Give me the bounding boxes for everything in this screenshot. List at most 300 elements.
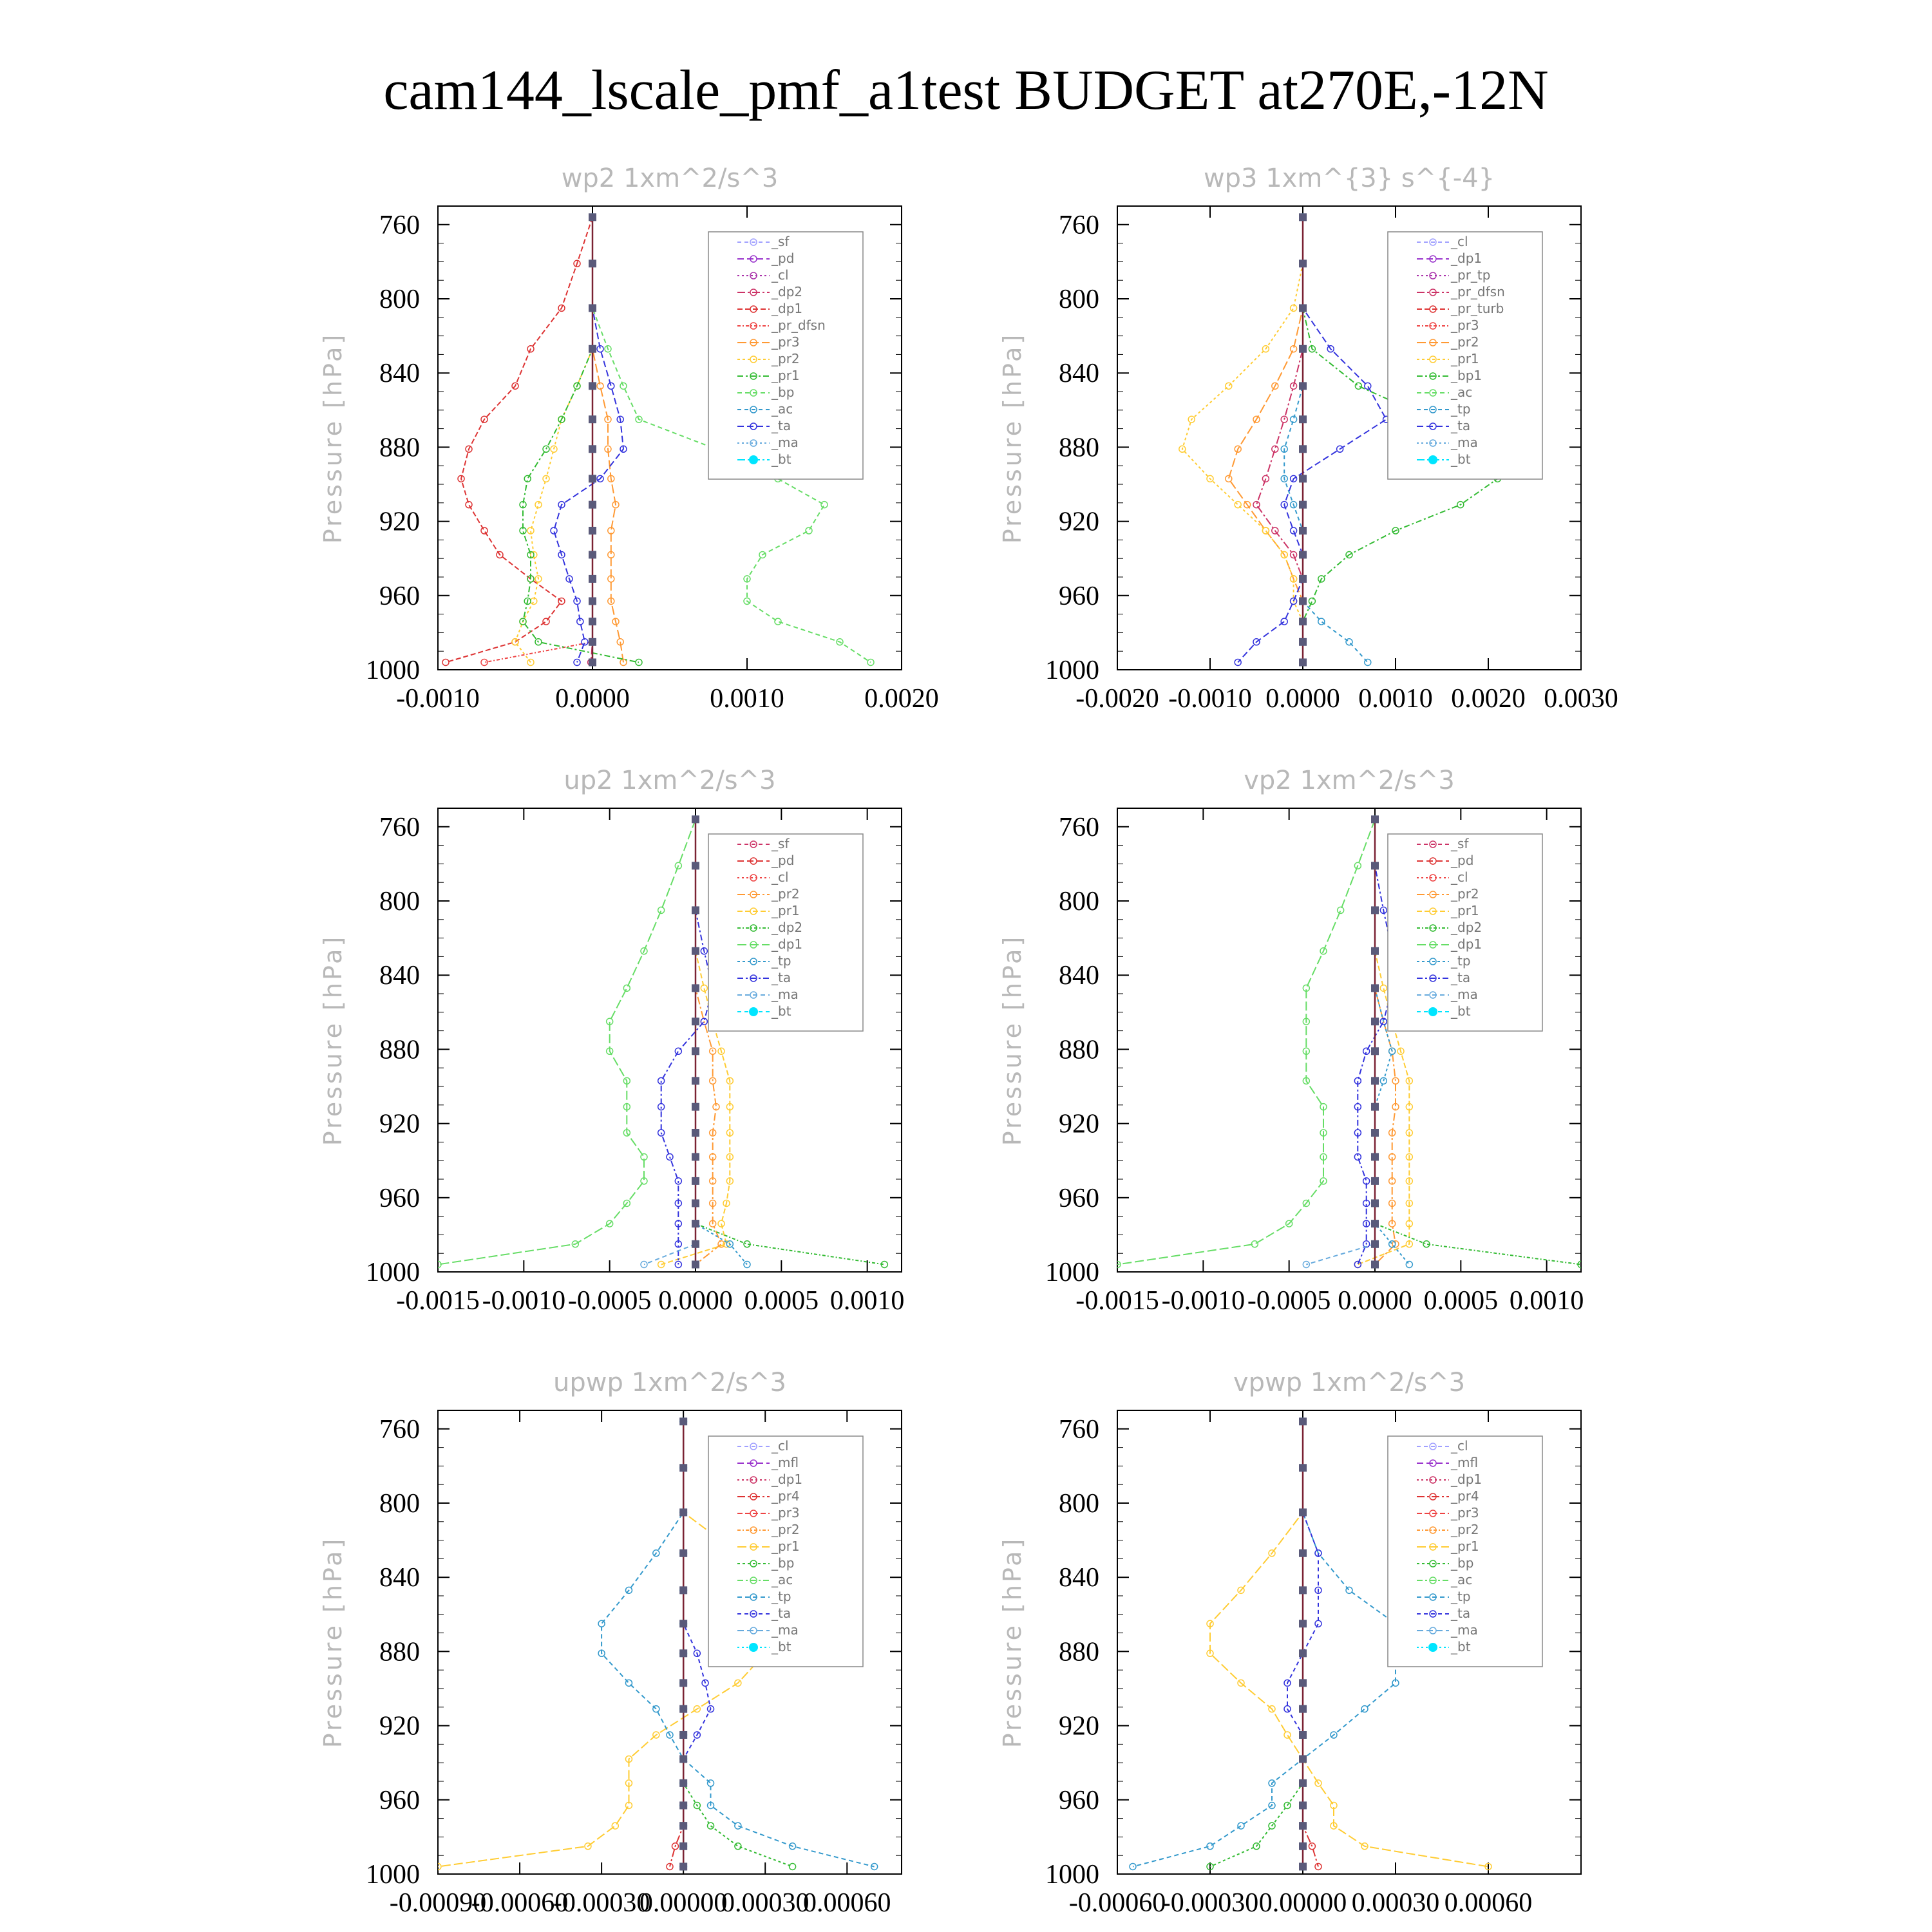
series-ta-point [1365, 383, 1371, 389]
legend-label: _pr2 [1451, 1522, 1479, 1537]
zero-marker [1299, 213, 1307, 221]
zero-marker [1299, 1801, 1307, 1809]
series-pr2-line [1229, 217, 1303, 662]
series-pr1-point [1262, 527, 1269, 534]
legend-label: _ta [1451, 1605, 1471, 1621]
series-ta-line [683, 1421, 710, 1866]
zero-marker [692, 815, 699, 823]
zero-marker [1299, 1549, 1307, 1557]
legend-label: _pr1 [1451, 903, 1479, 918]
zero-marker [1299, 1417, 1307, 1425]
zero-marker [589, 527, 596, 535]
zero-marker [1299, 1755, 1307, 1763]
zero-marker [589, 475, 596, 482]
series-pr-dfsn-point [1253, 502, 1260, 508]
legend-label: _pr1 [1451, 351, 1479, 366]
series-dp1-point [481, 527, 488, 534]
x-tick-label: 0.00060 [1444, 1888, 1533, 1918]
series-pr1-point [1226, 383, 1232, 389]
zero-marker [692, 906, 699, 914]
y-tick-label: 960 [1059, 1785, 1099, 1815]
series-tp-line [1284, 217, 1368, 662]
panel-title: wp2 1xm^2/s^3 [561, 164, 779, 193]
series-pr1-point [1284, 1732, 1291, 1738]
y-tick-label: 920 [379, 507, 420, 537]
legend-label: _bp1 [1451, 368, 1482, 383]
y-axis-label: Pressure [hPa] [319, 332, 347, 544]
series-tp-point [1346, 1587, 1352, 1593]
y-tick-label: 840 [379, 359, 420, 389]
zero-marker [679, 1731, 687, 1739]
x-tick-label: -0.0010 [482, 1286, 566, 1316]
series-ta-point [675, 1048, 681, 1054]
legend-label: _tp [1451, 953, 1471, 969]
zero-marker [679, 1679, 687, 1687]
y-axis-label: Pressure [hPa] [998, 934, 1027, 1146]
legend-label: _pr_dfsn [772, 317, 826, 333]
y-tick-label: 840 [379, 1563, 420, 1593]
legend-label: _ma [772, 1622, 799, 1638]
series-ta-line [554, 217, 623, 662]
x-tick-label: -0.00030 [1161, 1888, 1259, 1918]
x-tick-label: 0.0020 [864, 684, 939, 714]
y-tick-label: 760 [379, 210, 420, 240]
zero-marker [1299, 1705, 1307, 1713]
zero-marker [692, 1153, 699, 1160]
legend-label: _pr1 [772, 1539, 800, 1554]
legend-label: _pr2 [772, 351, 800, 366]
legend-label: _ta [1451, 418, 1471, 433]
x-tick-label: 0.0030 [1544, 684, 1618, 714]
zero-marker [1299, 1464, 1307, 1472]
series-pr-dfsn-point [1272, 446, 1278, 452]
legend-label: _dp1 [772, 1472, 803, 1487]
zero-marker [692, 984, 699, 992]
legend-label: _pr_dfsn [1451, 284, 1505, 299]
legend-marker [749, 455, 758, 464]
zero-marker [1299, 260, 1307, 267]
legend-label: _pr2 [1451, 886, 1479, 902]
legend-label: _pr1 [772, 368, 800, 383]
y-tick-label: 760 [379, 1414, 420, 1444]
y-tick-label: 880 [379, 1637, 420, 1667]
legend-label: _cl [772, 267, 789, 283]
legend-label: _pr_turb [1451, 301, 1504, 316]
series-dp1-point [543, 618, 549, 625]
zero-marker [692, 1260, 699, 1268]
legend-label: _ac [1451, 1572, 1473, 1587]
legend-label: _ta [772, 418, 791, 433]
series-tp-point [1361, 1706, 1368, 1712]
legend-label: _pd [1451, 853, 1474, 868]
legend-label: _ac [1451, 384, 1473, 400]
zero-marker [1371, 815, 1379, 823]
zero-marker [1299, 1508, 1307, 1516]
y-axis-label: Pressure [hPa] [998, 1536, 1027, 1748]
legend-label: _sf [772, 234, 790, 249]
y-tick-label: 920 [1059, 1711, 1099, 1741]
series-dp1-point [466, 502, 472, 508]
x-tick-label: -0.0015 [396, 1286, 480, 1316]
zero-marker [1299, 415, 1307, 423]
y-tick-label: 760 [1059, 210, 1099, 240]
y-tick-label: 960 [1059, 1183, 1099, 1213]
legend-label: _ma [772, 435, 799, 450]
zero-marker [679, 1822, 687, 1830]
y-tick-label: 880 [1059, 433, 1099, 463]
legend-label: _pr1 [772, 903, 800, 918]
x-tick-label: -0.0010 [1161, 1286, 1245, 1316]
legend-label: _pr_tp [1451, 267, 1491, 283]
zero-marker [1371, 862, 1379, 869]
series-pr3-line [592, 217, 623, 662]
legend-label: _tp [1451, 1589, 1471, 1604]
legend-label: _cl [1451, 869, 1468, 885]
zero-marker [679, 1842, 687, 1850]
x-tick-label: 0.00060 [803, 1888, 891, 1918]
zero-marker [679, 1549, 687, 1557]
series-ma-line [644, 819, 696, 1264]
series-pr1-point [612, 1823, 618, 1829]
legend-label: _cl [772, 869, 789, 885]
zero-marker [692, 1220, 699, 1227]
legend-label: _pd [772, 251, 795, 266]
zero-marker [692, 1103, 699, 1111]
legend-label: _bt [1451, 451, 1471, 467]
legend-label: _pr2 [772, 886, 800, 902]
zero-marker [692, 1047, 699, 1055]
legend-label: _cl [772, 1438, 789, 1454]
zero-marker [1299, 658, 1307, 666]
legend-label: _pr4 [1451, 1488, 1479, 1504]
legend-label: _sf [772, 836, 790, 851]
zero-marker [1371, 1077, 1379, 1084]
x-tick-label: 0.00000 [639, 1888, 728, 1918]
series-ta-point [675, 1178, 681, 1184]
legend-label: _tp [772, 953, 791, 969]
legend-label: _dp1 [1451, 1472, 1482, 1487]
zero-marker [1371, 1047, 1379, 1055]
plot-panel-2 [998, 164, 1618, 714]
y-tick-label: 840 [1059, 961, 1099, 991]
y-tick-label: 960 [379, 581, 420, 611]
series-tp-point [708, 1780, 714, 1786]
zero-marker [692, 1199, 699, 1207]
x-tick-label: 0.0020 [1451, 684, 1526, 714]
series-tp-point [1346, 639, 1352, 645]
series-dp1-line [438, 819, 696, 1264]
legend-label: _dp2 [1451, 920, 1482, 935]
y-tick-label: 760 [1059, 1414, 1099, 1444]
x-tick-label: -0.0010 [1168, 684, 1252, 714]
zero-marker [1299, 1586, 1307, 1594]
legend-label: _tp [1451, 401, 1471, 417]
zero-marker [679, 1862, 687, 1870]
zero-marker [1299, 597, 1307, 605]
y-tick-label: 880 [379, 1035, 420, 1065]
zero-marker [1299, 1620, 1307, 1627]
legend-label: _mfl [1451, 1455, 1479, 1470]
y-tick-label: 800 [379, 1489, 420, 1519]
series-pr-dfsn-line [484, 217, 592, 662]
legend-label: _ta [772, 1605, 791, 1621]
legend-label: _pr3 [772, 334, 800, 350]
y-tick-label: 800 [1059, 1489, 1099, 1519]
zero-marker [1299, 638, 1307, 646]
legend-label: _cl [1451, 234, 1468, 249]
series-bp-line [1210, 1421, 1303, 1866]
series-pr1-line [1182, 217, 1303, 662]
legend-label: _bt [772, 451, 791, 467]
y-axis-label: Pressure [hPa] [319, 934, 347, 1146]
legend-label: _pr1 [1451, 1539, 1479, 1554]
panel-title: vp2 1xm^2/s^3 [1244, 766, 1455, 795]
series-bp1-point [1355, 383, 1361, 389]
zero-marker [692, 1177, 699, 1185]
legend-label: _pr3 [772, 1505, 800, 1520]
series-bp-point [775, 618, 781, 625]
y-tick-label: 960 [379, 1183, 420, 1213]
legend-marker [1428, 1643, 1437, 1652]
series-tp-line [1133, 1421, 1396, 1866]
y-tick-label: 760 [1059, 812, 1099, 842]
zero-marker [679, 1779, 687, 1787]
legend-label: _ma [1451, 435, 1478, 450]
y-tick-label: 880 [1059, 1035, 1099, 1065]
zero-marker [589, 551, 596, 558]
series-ta-point [1281, 618, 1287, 625]
zero-marker [1299, 1779, 1307, 1787]
zero-marker [692, 1077, 699, 1084]
legend-label: _bp [772, 1555, 795, 1571]
zero-marker [679, 1464, 687, 1472]
zero-marker [679, 1649, 687, 1657]
y-tick-label: 760 [379, 812, 420, 842]
series-ta-line [661, 819, 713, 1264]
legend-label: _dp1 [1451, 936, 1482, 952]
legend-label: _ac [772, 401, 793, 417]
plot-panel-6 [998, 1368, 1581, 1918]
y-tick-label: 1000 [1045, 1258, 1099, 1287]
legend-label: _bt [772, 1003, 791, 1019]
x-tick-label: 0.0010 [1509, 1286, 1584, 1316]
x-tick-label: 0.00000 [1258, 1888, 1347, 1918]
series-tp-point [625, 1680, 632, 1686]
legend-label: _ta [772, 970, 791, 985]
series-dp1-point [658, 907, 665, 913]
x-tick-label: -0.0015 [1075, 1286, 1159, 1316]
y-tick-label: 920 [1059, 507, 1099, 537]
series-tp-point [1406, 1261, 1412, 1267]
zero-marker [1299, 382, 1307, 390]
y-tick-label: 880 [379, 433, 420, 463]
x-tick-label: -0.0010 [396, 684, 480, 714]
zero-marker [589, 597, 596, 605]
zero-marker [679, 1620, 687, 1627]
legend-marker [1428, 1007, 1437, 1016]
series-dp1-point [623, 985, 630, 991]
series-dp1-point [1338, 907, 1344, 913]
zero-marker [589, 501, 596, 509]
series-bp-point [821, 502, 828, 508]
series-ta-point [658, 1077, 665, 1084]
x-tick-label: 0.0010 [710, 684, 784, 714]
x-tick-label: 0.0005 [744, 1286, 819, 1316]
zero-marker [1371, 984, 1379, 992]
zero-marker [1371, 1240, 1379, 1248]
zero-marker [589, 445, 596, 453]
x-tick-label: -0.00030 [553, 1888, 650, 1918]
zero-marker [1299, 445, 1307, 453]
legend-label: _dp2 [772, 920, 803, 935]
y-tick-label: 1000 [1045, 656, 1099, 685]
legend-label: _pr4 [772, 1488, 800, 1504]
legend-marker [1428, 455, 1437, 464]
x-tick-label: 0.00030 [721, 1888, 810, 1918]
series-pr1-point [1235, 502, 1241, 508]
legend-label: _bt [772, 1639, 791, 1654]
series-ta-point [1315, 1620, 1321, 1627]
zero-marker [679, 1801, 687, 1809]
y-tick-label: 920 [379, 1109, 420, 1139]
series-pr2-point [1226, 475, 1232, 482]
zero-marker [1371, 1103, 1379, 1111]
y-tick-label: 880 [1059, 1637, 1099, 1667]
x-tick-label: 0.0000 [1338, 1286, 1412, 1316]
x-tick-label: -0.0020 [1075, 684, 1159, 714]
x-tick-label: 0.0010 [829, 1286, 905, 1316]
legend-label: _pr3 [1451, 1505, 1479, 1520]
series-ta-point [1354, 1261, 1361, 1267]
zero-marker [1299, 575, 1307, 583]
panel-title: vpwp 1xm^2/s^3 [1233, 1368, 1466, 1397]
legend-label: _pr3 [1451, 317, 1479, 333]
legend-label: _dp1 [772, 936, 803, 952]
x-tick-label: 0.0000 [1265, 684, 1340, 714]
zero-marker [589, 304, 596, 312]
zero-marker [589, 658, 596, 666]
y-axis-label: Pressure [hPa] [998, 332, 1027, 544]
zero-marker [679, 1417, 687, 1425]
zero-marker [692, 1129, 699, 1137]
zero-marker [1371, 1260, 1379, 1268]
series-dp1-line [1117, 819, 1375, 1264]
zero-marker [1299, 1731, 1307, 1739]
x-tick-label: 0.0000 [658, 1286, 733, 1316]
zero-marker [692, 1240, 699, 1248]
plot-panel-4 [998, 766, 1584, 1316]
zero-marker [692, 862, 699, 869]
x-tick-label: 0.0010 [1358, 684, 1433, 714]
x-tick-label: 0.00030 [1351, 1888, 1440, 1918]
legend-label: _tp [772, 1589, 791, 1604]
series-tp-point [1318, 618, 1325, 625]
zero-marker [1299, 1649, 1307, 1657]
zero-marker [679, 1705, 687, 1713]
y-tick-label: 1000 [366, 1258, 420, 1287]
series-ma-line [1306, 819, 1375, 1264]
series-ta-line [1238, 217, 1386, 662]
legend-label: _ma [772, 987, 799, 1002]
series-tp-point [1365, 659, 1371, 665]
zero-marker [589, 618, 596, 625]
y-tick-label: 840 [1059, 359, 1099, 389]
series-bp-point [790, 1863, 796, 1870]
zero-marker [1299, 304, 1307, 312]
legend-marker [749, 1007, 758, 1016]
x-tick-label: -0.0005 [567, 1286, 652, 1316]
x-tick-label: 0.0000 [555, 684, 630, 714]
legend-label: _mfl [772, 1455, 799, 1470]
zero-marker [1371, 1153, 1379, 1160]
legend-label: _bp [772, 384, 795, 400]
series-pr2-point [527, 659, 534, 665]
legend-label: _ac [772, 1572, 793, 1587]
series-pr4-line [1303, 1421, 1318, 1866]
series-bp1-point [1309, 598, 1315, 604]
panel-title: upwp 1xm^2/s^3 [553, 1368, 786, 1397]
zero-marker [589, 213, 596, 221]
y-tick-label: 800 [1059, 887, 1099, 916]
zero-marker [1371, 1220, 1379, 1227]
plot-panel-1 [319, 164, 939, 714]
legend-label: _cl [1451, 1438, 1468, 1454]
figure-title: cam144_lscale_pmf_a1test BUDGET at270E,-12N [383, 59, 1549, 122]
y-tick-label: 840 [379, 961, 420, 991]
legend-label: _ta [1451, 970, 1471, 985]
zero-marker [589, 260, 596, 267]
y-tick-label: 1000 [366, 1860, 420, 1889]
zero-marker [1299, 1842, 1307, 1850]
y-tick-label: 1000 [366, 656, 420, 685]
legend-label: _ma [1451, 987, 1478, 1002]
y-tick-label: 1000 [1045, 1860, 1099, 1889]
series-bp-point [735, 1843, 741, 1850]
zero-marker [589, 575, 596, 583]
panel-title: wp3 1xm^{3} s^{-4} [1203, 164, 1495, 193]
zero-marker [1299, 527, 1307, 535]
zero-marker [692, 947, 699, 955]
zero-marker [1371, 947, 1379, 955]
y-tick-label: 920 [379, 1711, 420, 1741]
x-tick-label: -0.00090 [389, 1888, 487, 1918]
zero-marker [1371, 1018, 1379, 1025]
legend-label: _bt [1451, 1003, 1471, 1019]
zero-marker [1299, 501, 1307, 509]
y-tick-label: 840 [1059, 1563, 1099, 1593]
legend-label: _pd [772, 853, 795, 868]
zero-marker [589, 638, 596, 646]
zero-marker [1299, 1679, 1307, 1687]
legend-label: _dp1 [1451, 251, 1482, 266]
plot-panel-3 [319, 766, 904, 1316]
series-pr4-line [670, 1421, 683, 1866]
zero-marker [589, 382, 596, 390]
zero-marker [1299, 618, 1307, 625]
legend-marker [749, 1643, 758, 1652]
series-bp-point [620, 383, 627, 389]
zero-marker [1371, 1199, 1379, 1207]
series-dp1-line [446, 217, 592, 662]
series-bp-point [806, 527, 812, 534]
x-tick-label: -0.00060 [1068, 1888, 1166, 1918]
zero-marker [679, 1755, 687, 1763]
zero-marker [1299, 551, 1307, 558]
zero-marker [1299, 1862, 1307, 1870]
zero-marker [679, 1508, 687, 1516]
zero-marker [1299, 475, 1307, 482]
legend-label: _dp1 [772, 301, 803, 316]
